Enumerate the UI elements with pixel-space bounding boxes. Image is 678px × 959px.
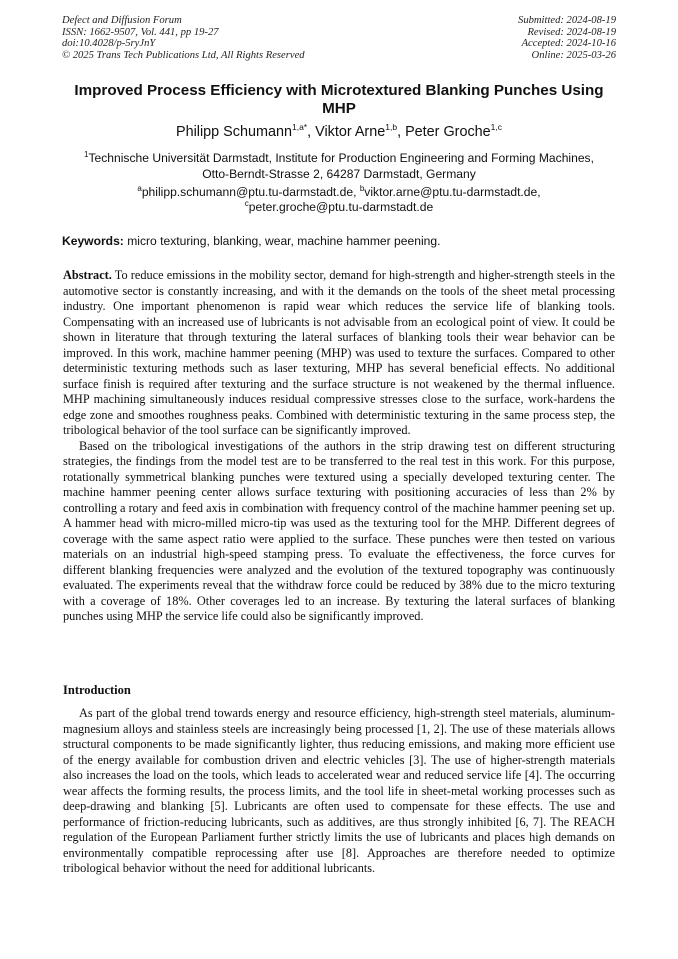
abstract-paragraph xyxy=(63,268,615,439)
affiliation xyxy=(62,150,616,182)
journal-header-right xyxy=(518,15,616,61)
accepted-date: Accepted: 2024-10-16 xyxy=(521,38,616,50)
affil-line-1: Technische Universität Darmstadt, Institute for Production Engineering and Forming Machines, xyxy=(88,151,594,165)
author-affil-marker: 1,a* xyxy=(291,122,308,132)
keywords-text: micro texturing, blanking, wear, machine hammer peening. xyxy=(123,234,441,248)
submitted-date: Submitted: 2024-08-19 xyxy=(518,15,616,26)
abstract-paragraph-2: Based on the tribological investigations of the authors in the strip drawing test on different structuring strategies, the findings from the model test are to be transferred to the real test in this work. For this purpose, rotationally symmetrical blanking punches were textured using a specially developed texturing center. The machine hammer peening center allows surface texturing with positioning accuracies of less than 2% by controlling a rotary and feed axis in combination with frequency control of the machine hammer peening set up. A hammer head with micro-milled micro-tip was used as the texturing tool for the MHP. Different degrees of coverage with the same aspect ratio were applied to the surface. These punches were then tested on various materials on an industrial high-speed stamping press. To evaluate the effectiveness, the force curves for different blanking frequencies were analyzed and the evolution of the textured topography was continuously evaluated. The experiments reveal that the withdraw force could be reduced by 38% due to the micro texturing with a coverage of 18%. Other coverages led to an increase. By texturing the lateral surfaces of blanking punches using MHP the service life could also be significantly improved. xyxy=(63,438,615,623)
keywords-label: Keywords: xyxy=(62,234,124,248)
copyright-line: © 2025 Trans Tech Publications Ltd, All Rights Reserved xyxy=(62,49,305,61)
introduction-paragraph: As part of the global trend towards energy and resource efficiency, high-strength steel materials, aluminum-magnesium alloys and stainless steels are increasingly being processed [1, 2]. The use of these materials allows structural components to be made significantly lighter, thus reducing emissions, and making more efficient use of the energy available for combustion driven and electric vehicles [3]. The use of higher-strength materials also increases the load on the tools, which leads to accelerated wear and reduced service life [4]. The occurring wear affects the forming results, the process limits, and the tool life in sheet-metal working processes such as deep-drawing and blanking [5]. Lubricants are often used to compensate for these effects. The use and performance of friction-reducing lubricants, such as additives, are thus strongly inhibited [6, 7]. The REACH regulation of the European Parliament further strictly limits the use of lubricants and places high demands on environmentally compatible reprocessing after use [8]. Approaches are therefore needed to optimize tribological behavior without the need for additional lubricants. xyxy=(63,706,615,875)
online-date: Online: 2025-03-26 xyxy=(531,49,616,61)
author-separator: , xyxy=(307,124,316,140)
affil-marker: 1 xyxy=(84,150,89,159)
email-link[interactable]: philipp.schumann@ptu.tu-darmstadt.de, xyxy=(141,185,357,199)
revised-date: Revised: 2024-08-19 xyxy=(527,26,616,38)
author-list xyxy=(62,124,616,141)
author-affil-marker: 1,b xyxy=(385,122,398,132)
journal-header-left xyxy=(62,15,305,61)
doi-link[interactable]: doi:10.4028/p-5ryJnY xyxy=(62,38,156,50)
author-separator: , xyxy=(397,124,406,140)
paper-title: Improved Process Efficiency with Microtextured Blanking Punches Using MHP xyxy=(74,82,604,117)
email-marker: c xyxy=(244,199,249,208)
email-link[interactable]: viktor.arne@ptu.tu-darmstadt.de, xyxy=(364,185,541,199)
author-name: Philipp Schumann xyxy=(175,124,292,140)
author-name: Peter Groche xyxy=(405,124,491,140)
affil-line-2: Otto-Berndt-Strasse 2, 64287 Darmstadt, Germany xyxy=(202,167,476,181)
email-list xyxy=(62,185,616,215)
abstract-label: Abstract. xyxy=(63,268,112,282)
email-marker: b xyxy=(359,184,365,193)
introduction-section xyxy=(63,706,615,877)
email-link[interactable]: peter.groche@ptu.tu-darmstadt.de xyxy=(248,200,434,214)
author-name: Viktor Arne xyxy=(315,124,386,140)
abstract-text: To reduce emissions in the mobility sector, demand for high-strength and higher-strength steels in the automotive sector is constantly increasing, and with it the demands on the tools of the sheet metal processing industry. One important phenomenon is rapid wear which reduces the service life of blanking tools. Compensating with an increased use of lubricants is not advisable from an ecological point of view. It could be shown in literature that through texturing the lateral surfaces of blanking tools their wear behavior can be improved. In this work, machine hammer peening (MHP) was used to texture the surfaces. Compared to other deterministic texturing methods such as laser texturing, MHP has several beneficial effects. No additional surface finish is required after texturing and the surface structure is not weakened by the thermal influence. MHP machining simultaneously induces residual compressive stresses close to the surface, work-hardens the edge zone and smoothes roughness peaks. Combined with deterministic texturing in the same process step, the tribological behavior of the tool surface can be significantly improved. xyxy=(63,268,615,437)
author-affil-marker: 1,c xyxy=(490,122,503,132)
keywords xyxy=(62,234,616,249)
email-marker: a xyxy=(137,184,142,193)
abstract-section xyxy=(63,268,615,625)
journal-name: Defect and Diffusion Forum xyxy=(62,15,182,26)
issn-line: ISSN: 1662-9507, Vol. 441, pp 19-27 xyxy=(62,26,219,38)
section-heading-introduction: Introduction xyxy=(63,683,131,697)
